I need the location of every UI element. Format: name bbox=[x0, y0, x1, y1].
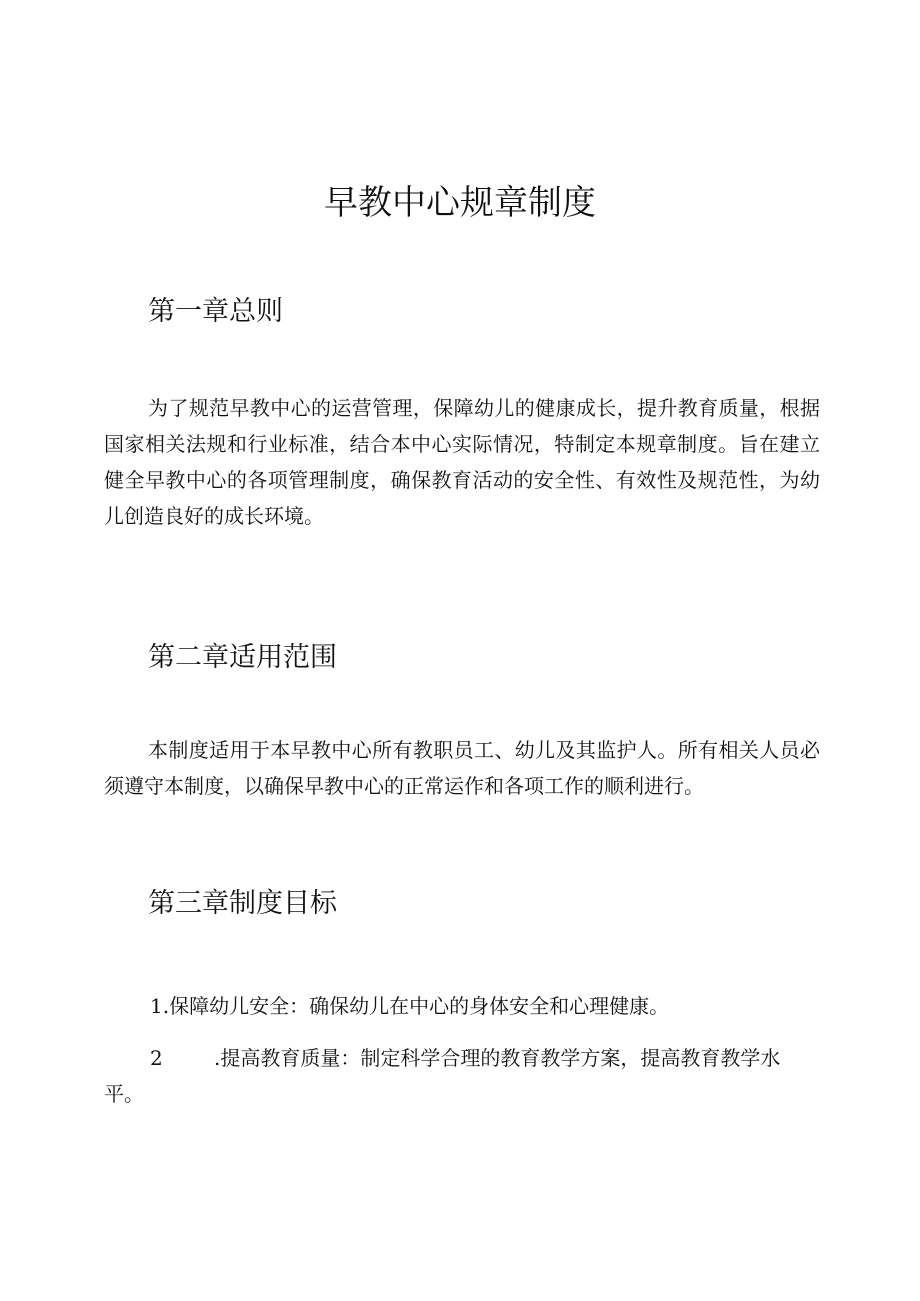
list-item-text: .保障幼儿安全：确保幼儿在中心的身体安全和心理健康。 bbox=[162, 994, 670, 1018]
list-item-number: 1 bbox=[150, 994, 163, 1018]
chapter-1-paragraph: 为了规范早教中心的运营管理，保障幼儿的健康成长，提升教育质量，根据国家相关法规和行业标准，结合本中心实际情况，特制定本规章制度。旨在建立健全早教中心的各项管理制度，确保教育活动的安全性、有效性及规范性，为幼儿创造良好的成长环境。 bbox=[104, 396, 820, 528]
list-item bbox=[104, 1040, 820, 1112]
chapter-1-heading: 第一章总则 bbox=[148, 296, 283, 327]
document-title: 早教中心规章制度 bbox=[324, 183, 596, 223]
list-item-text: .提高教育质量：制定科学合理的教育教学方案，提高教育教学水平。 bbox=[104, 1046, 781, 1106]
chapter-3-heading: 第三章制度目标 bbox=[148, 888, 337, 919]
chapter-2-heading: 第二章适用范围 bbox=[148, 642, 337, 673]
chapter-2-paragraph: 本制度适用于本早教中心所有教职员工、幼儿及其监护人。所有相关人员必须遵守本制度，以确保早教中心的正常运作和各项工作的顺利进行。 bbox=[104, 738, 820, 798]
list-item bbox=[104, 988, 820, 1024]
list-item-number: 2 bbox=[150, 1046, 163, 1070]
